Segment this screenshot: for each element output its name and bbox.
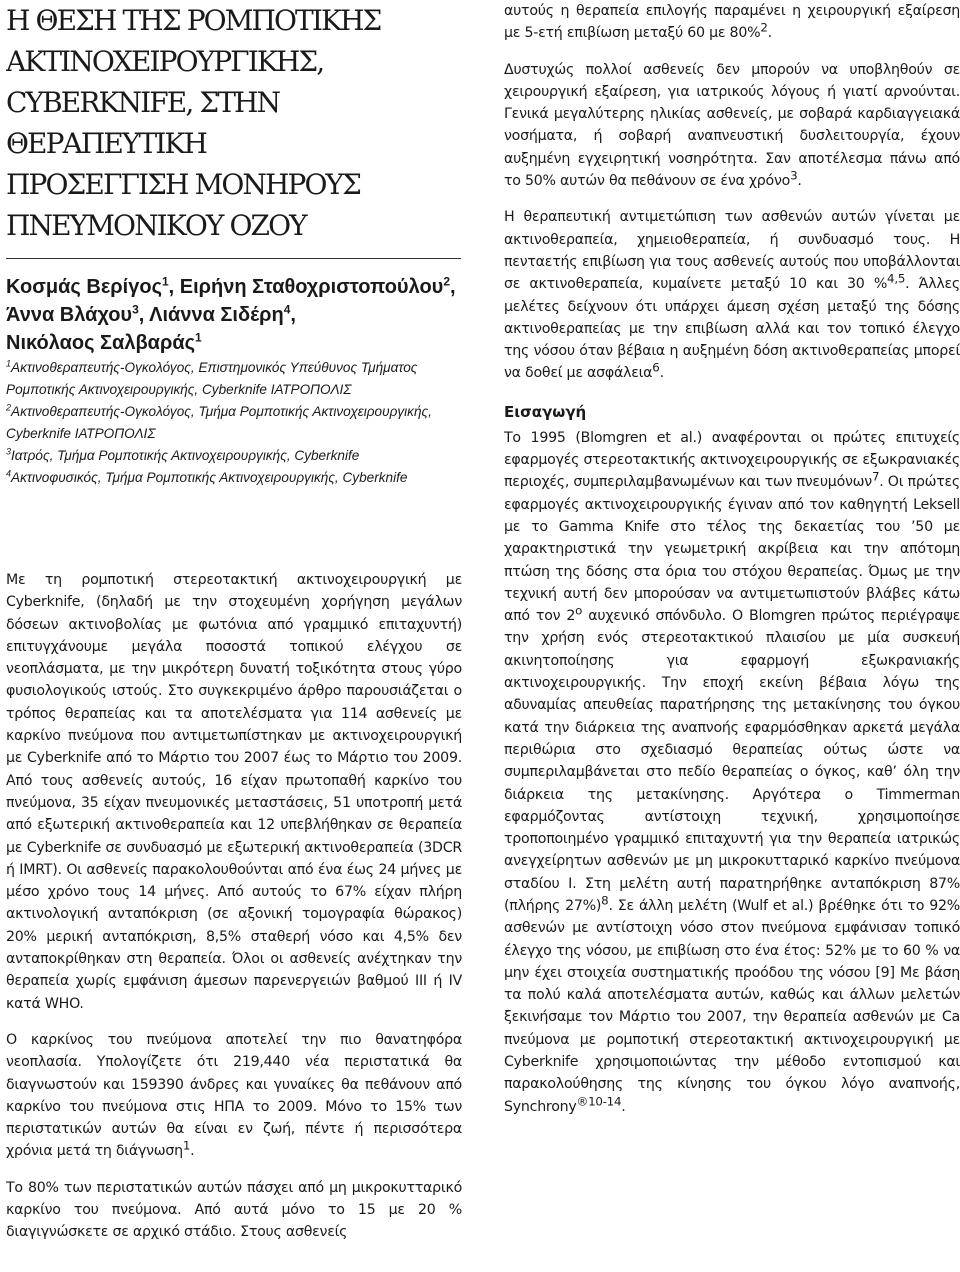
affiliation <box>6 445 462 467</box>
article-title <box>6 0 462 246</box>
citation-sup: 4,5 <box>887 271 906 286</box>
affiliation-text: Ιατρός, Τμήμα Ρομποτικής Ακτινοχειρουργικής, Cyberknife <box>11 448 360 463</box>
affiliation-text: Ακτινοφυσικός, Τμήμα Ρομποτικής Ακτινοχειρουργικής, Cyberknife <box>11 470 408 485</box>
affiliation <box>6 357 462 401</box>
title-line: ΠΡΟΣΕΓΓΙΣΗ ΜΟΝΗΡΟΥΣ <box>6 168 360 201</box>
section-heading: Εισαγωγή <box>504 402 587 421</box>
title-line: Η ΘΕΣΗ ΤΗΣ ΡΟΜΠΟΤΙΚΗΣ <box>6 4 381 37</box>
title-divider <box>6 258 461 259</box>
body-paragraph <box>504 427 960 1118</box>
body-paragraph <box>6 1029 462 1163</box>
author-list <box>6 273 462 357</box>
title-line: CYBERKNIFE, ΣΤΗΝ ΘΕΡΑΠΕΥΤΙΚΗ <box>6 86 280 160</box>
citation-sup: 7 <box>872 469 880 484</box>
paragraph-run: . <box>190 1143 195 1160</box>
affiliation-sup: 4 <box>6 468 12 479</box>
author-name: , Λιάννα Σιδέρη <box>138 304 284 326</box>
citation-sup: 1 <box>182 1138 191 1153</box>
author-sup: 2 <box>443 274 450 289</box>
paragraph-run: . Οι πρώτες εφαρμογές ακτινοχειρουργικής έγιναν από τον καθηγητή Leksell με το Gamma Knife στο τέλος της δεκαετίας του ’50 με χαρακτηριστικά την γεωμετρική ακρίβεια και την απότομη πτώση της δόσης στα όρια του στόχου θεραπείας. Όμως με την τεχνική αυτή δεν μπορούσαν να αντιμετωπιστούν βλάβες κάτω από τον 2 <box>504 474 960 625</box>
affiliation-text: Ακτινοθεραπευτής-Ογκολόγος, Επιστημονικός Υπεύθυνος Τμήματος Ρομποτικής Ακτινοχειρουργικής, Cyberknife ΙΑΤΡΟΠΟΛΙΣ <box>6 360 418 397</box>
affiliations <box>6 357 462 489</box>
paragraph-text <box>504 206 960 384</box>
body-paragraph <box>504 59 960 193</box>
author-sup: 3 <box>132 302 139 317</box>
paragraph-run: . <box>797 173 802 190</box>
abstract <box>6 569 462 1015</box>
paragraph-run: Δυστυχώς πολλοί ασθενείς δεν μπορούν να υποβληθούν σε χειρουργική εξαίρεση, για ιατρικούς λόγους ή γιατί αρνούνται. Γενικά μεγαλύτερης ηλικίας ασθενείς, με σοβαρά καρδιαγγειακά νοσήματα, ή σοβαρή αναπνευστική δυσλειτουργία, έχουν αυξημένη εγχειρητική νοσηρότητα. Σαν αποτέλεσμα πάνω από το 50% αυτών θα πεθάνουν σε ένα χρόνο <box>504 61 960 190</box>
left-column <box>6 0 462 1272</box>
right-column <box>504 0 960 1272</box>
paragraph-run: . <box>659 365 664 382</box>
author-line <box>6 301 462 329</box>
paragraph-text <box>504 59 960 193</box>
author-name: Άννα Βλάχου <box>6 304 133 326</box>
paragraph-run: Ο καρκίνος του πνεύμονα αποτελεί την πιο θανατηφόρα νεοπλασία. Υπολογίζετε ότι 219,440 νέα περιστατικά θα διαγνωστούν και 159390 άνδρες και γυναίκες θα πεθάνουν από καρκίνο του πνεύμονα στις ΗΠΑ το 2009. Μόνο το 15% των περιστατικών αυτών θα είναι εν ζωή, πέντε ή περισσότερα χρόνια μετά τη διάγνωση <box>6 1031 462 1160</box>
citation-sup: 8 <box>601 893 609 908</box>
paragraph-run: . <box>767 25 772 42</box>
paragraph-run: αυχενικό σπόνδυλο. Ο Blomgren πρώτος περιέγραψε την χρήση ενός στερεοτακτικού πλαισίου με μία συσκευή ακινητοποίησης για εφαρμογή εξωκρανιακής ακτινοχειρουργικής. Την εποχή εκείνη βέβαια λόγω της αδυναμίας απευθείας παρατήρησης της μετακίνησης του όγκου κατά την διάρκεια της αναπνοής εφαρμόσθηκαν αρκετά μεγάλα περιθώρια στο σχεδιασμό θεραπείας ούτως ώστε να συμπεριλαμβάνεται στο πεδίο θεραπείας ο όγκος, καθ’ όλη την διάρκεια της μετακίνησης. Αργότερα ο Timmerman εφαρμόζοντας αντίστοιχη τεχνική, χρησιμοποίησε τροποποιημένο γραμμικό επιταχυντή για την θεραπεία ιατρικώς ανεγχείρητων ασθενών με μη μικροκυτταρικό καρκίνο πνεύμονα σταδίου Ι. Στη μελέτη αυτή παρατηρήθηκε ανταπόκριση 87% (πλήρης 27%) <box>504 608 960 914</box>
abstract-text: Με τη ρομποτική στερεοτακτική ακτινοχειρουργική με Cyberknife, (δηλαδή με την στοχευμένη χορήγηση μεγάλων δόσεων ακτινοβολίας με φωτόνια από γραμμικό επιταχυντή) επιτυγχάνουμε μεγάλα ποσοστά τοπικού ελέγχου σε νεοπλάσματα, με την μικρότερη δυνατή τοξικότητα στους γύρο φυσιολογικούς ιστούς. Στο συγκεκριμένο άρθρο παρουσιάζεται ο τρόπος θεραπείας και τα αποτελέσματα για 114 ασθενείς με καρκίνο πνεύμονα που αντιμετωπίστηκαν με ακτινοχειρουργική με Cyberknife από το Μάρτιο του 2007 έως το Μάρτιο του 2009. Από τους ασθενείς αυτούς, 16 είχαν πρωτοπαθή καρκίνο του πνεύμονα, 35 είχαν πνευμονικές μεταστάσεις, 51 υποτροπή μετά από εξωτερική ακτινοθεραπεία και 12 υπεβλήθηκαν σε θεραπεία με Cyberknife σε συνδυασμό με εξωτερική ακτινοθεραπεία (3DCR ή IMRT). Οι ασθενείς παρακολουθούνται από ένα έως 24 μήνες με μέσο χρόνο τους 14 μήνες. Από αυτούς το 67% είχαν πλήρη ακτινολογική ανταπόκριση (σε αξονική τομογραφία θώρακος) 20% μερική ανταπόκριση, 8,5% σταθερή νόσο και 4,5% δεν ανταποκρίθηκαν στη θεραπεία. Όλοι οι ασθενείς ανέχτηκαν την θεραπεία χωρίς εμφάνιση άμεσων παρενεργειών βαθμού III ή IV κατά WHO. <box>6 572 462 1012</box>
author-name: Κοσμάς Βερίγος <box>6 276 162 298</box>
affiliation-text: Ακτινοθεραπευτής-Ογκολόγος, Τμήμα Ρομποτικής Ακτινοχειρουργικής, Cyberknife ΙΑΤΡΟΠΟΛΙΣ <box>6 404 432 441</box>
affiliation <box>6 467 462 489</box>
affiliation-sup: 2 <box>6 402 12 413</box>
author-sup: 4 <box>283 302 291 317</box>
paragraph-run: Η θεραπευτική αντιμετώπιση των ασθενών αυτών γίνεται με ακτινοθεραπεία, χημειοθεραπεία, ή συνδυασμό τους. Η πενταετής επιβίωση για τους ασθενείς αυτούς που υποβάλλονται σε ακτινοθεραπεία, κυμαίνετε μεταξύ 10 και 30 % <box>504 209 960 293</box>
affiliation-sup: 1 <box>6 358 12 369</box>
body-paragraph <box>504 206 960 384</box>
paragraph-run: . Σε άλλη μελέτη (Wulf et al.) βρέθηκε ότι το 92% ασθενών με αντίστοιχη νόσο στον πνεύμονα εμφάνισαν τοπικό έλεγχο της νόσου, με επιβίωση στο ένα έτος: 52% με το 60 % να μην έχει στοιχεία συστηματικής προόδου της νόσου [9] Με βάση τα πολύ καλά αποτελέσματα αυτών, καθώς και άλλων μελετών ξεκινήσαμε τον Μάρτιο του 2007, την θεραπεία ασθενών με Ca πνεύμονα με ρομποτική στερεοτακτική ακτινοχειρουργική με Cyberknife χρησιμοποιώντας την μέθοδο εντοπισμού και παρακολούθησης της κίνησης του όγκου λόγο αναπνοής, Synchrony <box>504 897 960 1115</box>
citation-sup: 2 <box>760 20 768 35</box>
paragraph-run: αυτούς η θεραπεία επιλογής παραμένει η χειρουργική εξαίρεση με 5-ετή επιβίωση μεταξύ 60 με 80% <box>504 3 960 42</box>
paragraph-text <box>504 0 960 45</box>
author-line <box>6 329 462 357</box>
citation-sup: 6 <box>652 360 660 375</box>
paragraph-text <box>504 427 960 1118</box>
title-line: ΠΝΕΥΜΟΝΙΚΟΥ ΟΖΟΥ <box>6 209 306 242</box>
paragraph-text: Το 80% των περιστατικών αυτών πάσχει από μη μικροκυτταρικό καρκίνο του πνεύμονα. Από αυτά μόνο το 15 με 20 % διαγιγνώσκετε σε αρχικό στάδιο. Στους ασθενείς <box>6 1179 462 1241</box>
affiliation-sup: 3 <box>6 446 12 457</box>
author-sep: , <box>290 304 296 326</box>
author-sup: 1 <box>195 330 202 345</box>
paragraph-run: . <box>621 1098 626 1115</box>
affiliation <box>6 401 462 445</box>
author-sup: 1 <box>161 274 169 289</box>
citation-sup: 3 <box>790 168 798 183</box>
author-line <box>6 273 462 301</box>
body-paragraph <box>504 0 960 45</box>
paragraph-run: . Άλλες μελέτες δείχνουν ότι υπάρχει άμεση σχέση μεταξύ της δόσης ακτινοθεραπείας με την επιβίωση αλλά και τον τοπικό έλεγχο της νόσου όταν βέβαια η αυξημένη δόση ακτινοθεραπείας μπορεί να δοθεί με ασφάλεια <box>504 276 960 382</box>
author-name: , Ειρήνη Σταθοχριστοπούλου <box>168 276 444 298</box>
title-line: ΑΚΤΙΝΟΧΕΙΡΟΥΡΓΙΚΗΣ, <box>6 45 324 78</box>
citation-sup: ®10-14 <box>576 1093 622 1108</box>
body-paragraph <box>6 1177 462 1244</box>
paragraph-text <box>6 1029 462 1163</box>
ordinal-sup: ο <box>575 603 583 618</box>
author-name: Νικόλαος Σαλβαράς <box>6 332 196 354</box>
paragraph-run: Το 1995 (Blomgren et al.) αναφέρονται οι πρώτες επιτυχείς εφαρμογές στερεοτακτικής ακτινοχειρουργικής σε εξωκρανιακές περιοχές, συμπεριλαμβανωμένων και των πνευμόνων <box>504 429 960 491</box>
author-sep: , <box>450 276 456 298</box>
